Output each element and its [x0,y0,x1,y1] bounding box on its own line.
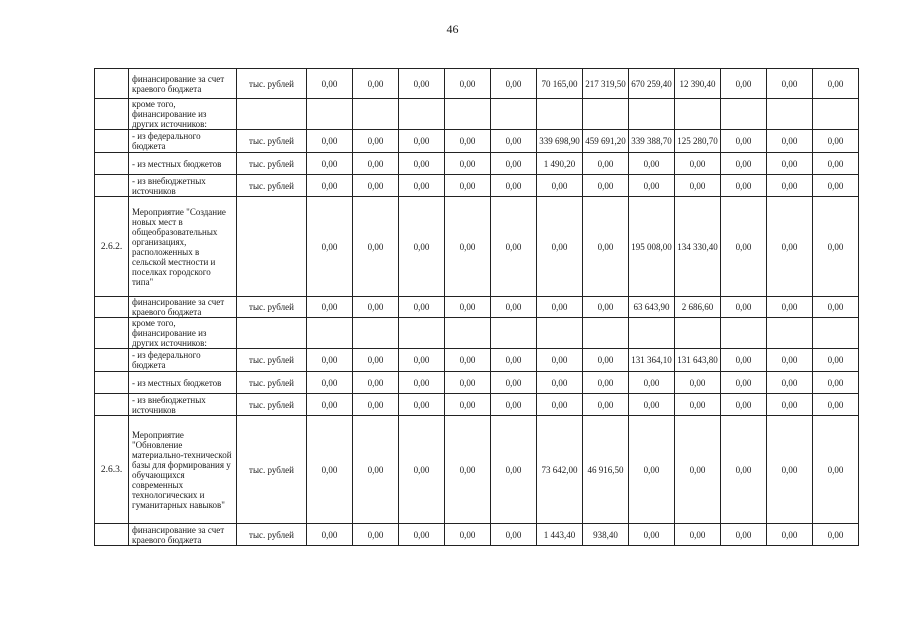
value-cell: 0,00 [537,197,583,297]
value-cell [813,99,859,130]
table-row [95,175,859,197]
value-cell: 0,00 [445,153,491,175]
value-cell [353,318,399,349]
value-cell: 0,00 [307,524,353,546]
value-cell [445,99,491,130]
row-unit-cell [237,197,307,297]
value-cell [537,99,583,130]
value-cell: 0,00 [491,130,537,153]
value-cell: 0,00 [307,349,353,372]
value-cell [675,318,721,349]
value-cell: 0,00 [813,175,859,197]
value-cell: 0,00 [629,175,675,197]
value-cell: 0,00 [307,416,353,524]
value-cell [399,99,445,130]
value-cell: 0,00 [767,153,813,175]
row-code-cell [95,69,129,99]
value-cell: 0,00 [445,394,491,416]
value-cell: 0,00 [767,372,813,394]
row-code-cell [95,153,129,175]
table-row [95,372,859,394]
value-cell: 0,00 [813,524,859,546]
value-cell: 0,00 [399,130,445,153]
value-cell: 0,00 [445,69,491,99]
value-cell [491,99,537,130]
row-code-cell: 2.6.2. [95,197,129,297]
row-description-cell: Мероприятие "Обновление материально-технической базы для формирования у обучающихся современных технологических и гуманитарных навыков" [129,416,237,524]
value-cell: 0,00 [353,69,399,99]
value-cell: 0,00 [445,197,491,297]
value-cell [629,318,675,349]
row-unit-cell [237,99,307,130]
value-cell: 0,00 [537,175,583,197]
row-description-cell: - из федерального бюджета [129,130,237,153]
value-cell: 0,00 [353,349,399,372]
value-cell [629,99,675,130]
value-cell: 0,00 [767,524,813,546]
value-cell: 0,00 [537,297,583,318]
value-cell [307,99,353,130]
value-cell: 0,00 [353,130,399,153]
value-cell: 0,00 [767,297,813,318]
value-cell: 0,00 [813,349,859,372]
value-cell: 0,00 [307,394,353,416]
value-cell: 0,00 [813,416,859,524]
value-cell: 339 698,90 [537,130,583,153]
value-cell: 63 643,90 [629,297,675,318]
value-cell: 1 443,40 [537,524,583,546]
value-cell: 0,00 [399,372,445,394]
value-cell: 0,00 [537,394,583,416]
value-cell: 0,00 [675,175,721,197]
row-unit-cell [237,318,307,349]
row-code-cell [95,318,129,349]
value-cell: 0,00 [445,297,491,318]
value-cell: 0,00 [767,197,813,297]
value-cell: 0,00 [399,297,445,318]
value-cell: 0,00 [537,372,583,394]
row-code-cell [95,130,129,153]
value-cell: 1 490,20 [537,153,583,175]
value-cell: 12 390,40 [675,69,721,99]
value-cell: 0,00 [353,197,399,297]
row-unit-cell: тыс. рублей [237,297,307,318]
value-cell: 0,00 [399,394,445,416]
row-description-cell: кроме того, финансирование из других источников: [129,318,237,349]
budget-table [94,68,859,546]
value-cell: 0,00 [813,153,859,175]
value-cell: 0,00 [353,175,399,197]
row-code-cell [95,297,129,318]
row-code-cell [95,394,129,416]
value-cell: 0,00 [445,130,491,153]
value-cell: 0,00 [629,416,675,524]
value-cell [767,99,813,130]
table-row [95,416,859,524]
value-cell [307,318,353,349]
value-cell: 0,00 [399,153,445,175]
value-cell: 0,00 [629,372,675,394]
row-unit-cell: тыс. рублей [237,349,307,372]
value-cell: 0,00 [583,197,629,297]
value-cell: 0,00 [767,349,813,372]
value-cell: 0,00 [491,297,537,318]
value-cell: 0,00 [353,153,399,175]
value-cell: 0,00 [445,524,491,546]
value-cell: 0,00 [399,175,445,197]
row-code-cell: 2.6.3. [95,416,129,524]
value-cell: 0,00 [491,175,537,197]
value-cell: 0,00 [767,394,813,416]
value-cell: 0,00 [721,394,767,416]
value-cell: 0,00 [675,153,721,175]
value-cell: 0,00 [307,175,353,197]
value-cell: 0,00 [353,394,399,416]
value-cell: 0,00 [767,69,813,99]
value-cell: 0,00 [721,416,767,524]
row-description-cell: - из федерального бюджета [129,349,237,372]
row-description-cell: - из внебюджетных источников [129,175,237,197]
row-code-cell [95,175,129,197]
value-cell: 73 642,00 [537,416,583,524]
value-cell: 0,00 [813,372,859,394]
value-cell: 0,00 [813,130,859,153]
value-cell [767,318,813,349]
value-cell [537,318,583,349]
value-cell: 0,00 [629,394,675,416]
value-cell: 0,00 [721,175,767,197]
value-cell: 0,00 [445,416,491,524]
value-cell: 0,00 [767,416,813,524]
value-cell: 0,00 [307,297,353,318]
table-row [95,69,859,99]
value-cell [583,99,629,130]
value-cell: 0,00 [491,372,537,394]
row-unit-cell: тыс. рублей [237,372,307,394]
value-cell: 0,00 [399,197,445,297]
row-description-cell: финансирование за счет краевого бюджета [129,524,237,546]
table-row [95,394,859,416]
row-unit-cell: тыс. рублей [237,69,307,99]
value-cell: 0,00 [583,372,629,394]
value-cell: 0,00 [537,349,583,372]
value-cell: 0,00 [721,197,767,297]
row-code-cell [95,372,129,394]
value-cell: 2 686,60 [675,297,721,318]
value-cell: 0,00 [491,524,537,546]
table-row [95,153,859,175]
value-cell: 131 643,80 [675,349,721,372]
value-cell: 0,00 [721,297,767,318]
value-cell: 0,00 [583,175,629,197]
value-cell [491,318,537,349]
value-cell: 0,00 [813,69,859,99]
value-cell: 0,00 [721,524,767,546]
value-cell: 0,00 [767,130,813,153]
value-cell: 0,00 [629,524,675,546]
value-cell [813,318,859,349]
value-cell [583,318,629,349]
value-cell: 0,00 [353,297,399,318]
value-cell: 0,00 [491,416,537,524]
value-cell: 0,00 [399,349,445,372]
table-row [95,318,859,349]
table-row [95,524,859,546]
value-cell: 134 330,40 [675,197,721,297]
value-cell: 0,00 [721,153,767,175]
value-cell: 0,00 [583,153,629,175]
value-cell: 0,00 [721,349,767,372]
row-description-cell: - из местных бюджетов [129,153,237,175]
value-cell: 0,00 [721,69,767,99]
value-cell: 0,00 [399,416,445,524]
row-description-cell: финансирование за счет краевого бюджета [129,69,237,99]
value-cell: 0,00 [491,197,537,297]
value-cell [721,99,767,130]
value-cell: 0,00 [675,394,721,416]
value-cell: 0,00 [583,349,629,372]
value-cell: 195 008,00 [629,197,675,297]
value-cell: 0,00 [813,297,859,318]
value-cell: 0,00 [767,175,813,197]
value-cell: 0,00 [307,153,353,175]
value-cell: 0,00 [353,524,399,546]
value-cell: 0,00 [353,416,399,524]
value-cell [399,318,445,349]
value-cell: 459 691,20 [583,130,629,153]
value-cell: 0,00 [399,524,445,546]
value-cell: 0,00 [307,69,353,99]
value-cell: 0,00 [399,69,445,99]
value-cell: 0,00 [445,372,491,394]
value-cell: 0,00 [721,130,767,153]
row-description-cell: финансирование за счет краевого бюджета [129,297,237,318]
page-number: 46 [446,22,459,36]
value-cell: 0,00 [307,372,353,394]
value-cell: 0,00 [491,69,537,99]
value-cell: 0,00 [583,297,629,318]
table-row [95,130,859,153]
value-cell: 0,00 [583,394,629,416]
row-code-cell [95,349,129,372]
value-cell: 0,00 [353,372,399,394]
table-row [95,297,859,318]
value-cell [445,318,491,349]
row-unit-cell: тыс. рублей [237,153,307,175]
value-cell: 0,00 [491,394,537,416]
value-cell: 339 388,70 [629,130,675,153]
value-cell [675,99,721,130]
row-description-cell: Мероприятие "Создание новых мест в общеобразовательных организациях, расположенных в сельской местности и поселках городского типа" [129,197,237,297]
row-unit-cell: тыс. рублей [237,175,307,197]
value-cell: 0,00 [675,416,721,524]
value-cell: 0,00 [307,130,353,153]
value-cell: 0,00 [675,524,721,546]
value-cell: 125 280,70 [675,130,721,153]
value-cell: 131 364,10 [629,349,675,372]
value-cell: 0,00 [307,197,353,297]
value-cell: 0,00 [445,349,491,372]
value-cell: 217 319,50 [583,69,629,99]
table-row [95,99,859,130]
row-code-cell [95,524,129,546]
table-row [95,349,859,372]
table-row [95,197,859,297]
value-cell: 938,40 [583,524,629,546]
value-cell: 0,00 [491,153,537,175]
row-unit-cell: тыс. рублей [237,524,307,546]
value-cell: 670 259,40 [629,69,675,99]
value-cell: 0,00 [721,372,767,394]
value-cell: 0,00 [813,394,859,416]
row-description-cell: кроме того, финансирование из других источников: [129,99,237,130]
row-description-cell: - из внебюджетных источников [129,394,237,416]
row-description-cell: - из местных бюджетов [129,372,237,394]
value-cell: 46 916,50 [583,416,629,524]
value-cell: 0,00 [813,197,859,297]
row-unit-cell: тыс. рублей [237,130,307,153]
value-cell: 0,00 [445,175,491,197]
value-cell: 70 165,00 [537,69,583,99]
value-cell [353,99,399,130]
row-code-cell [95,99,129,130]
value-cell: 0,00 [629,153,675,175]
value-cell: 0,00 [675,372,721,394]
row-unit-cell: тыс. рублей [237,394,307,416]
value-cell [721,318,767,349]
value-cell: 0,00 [491,349,537,372]
row-unit-cell: тыс. рублей [237,416,307,524]
